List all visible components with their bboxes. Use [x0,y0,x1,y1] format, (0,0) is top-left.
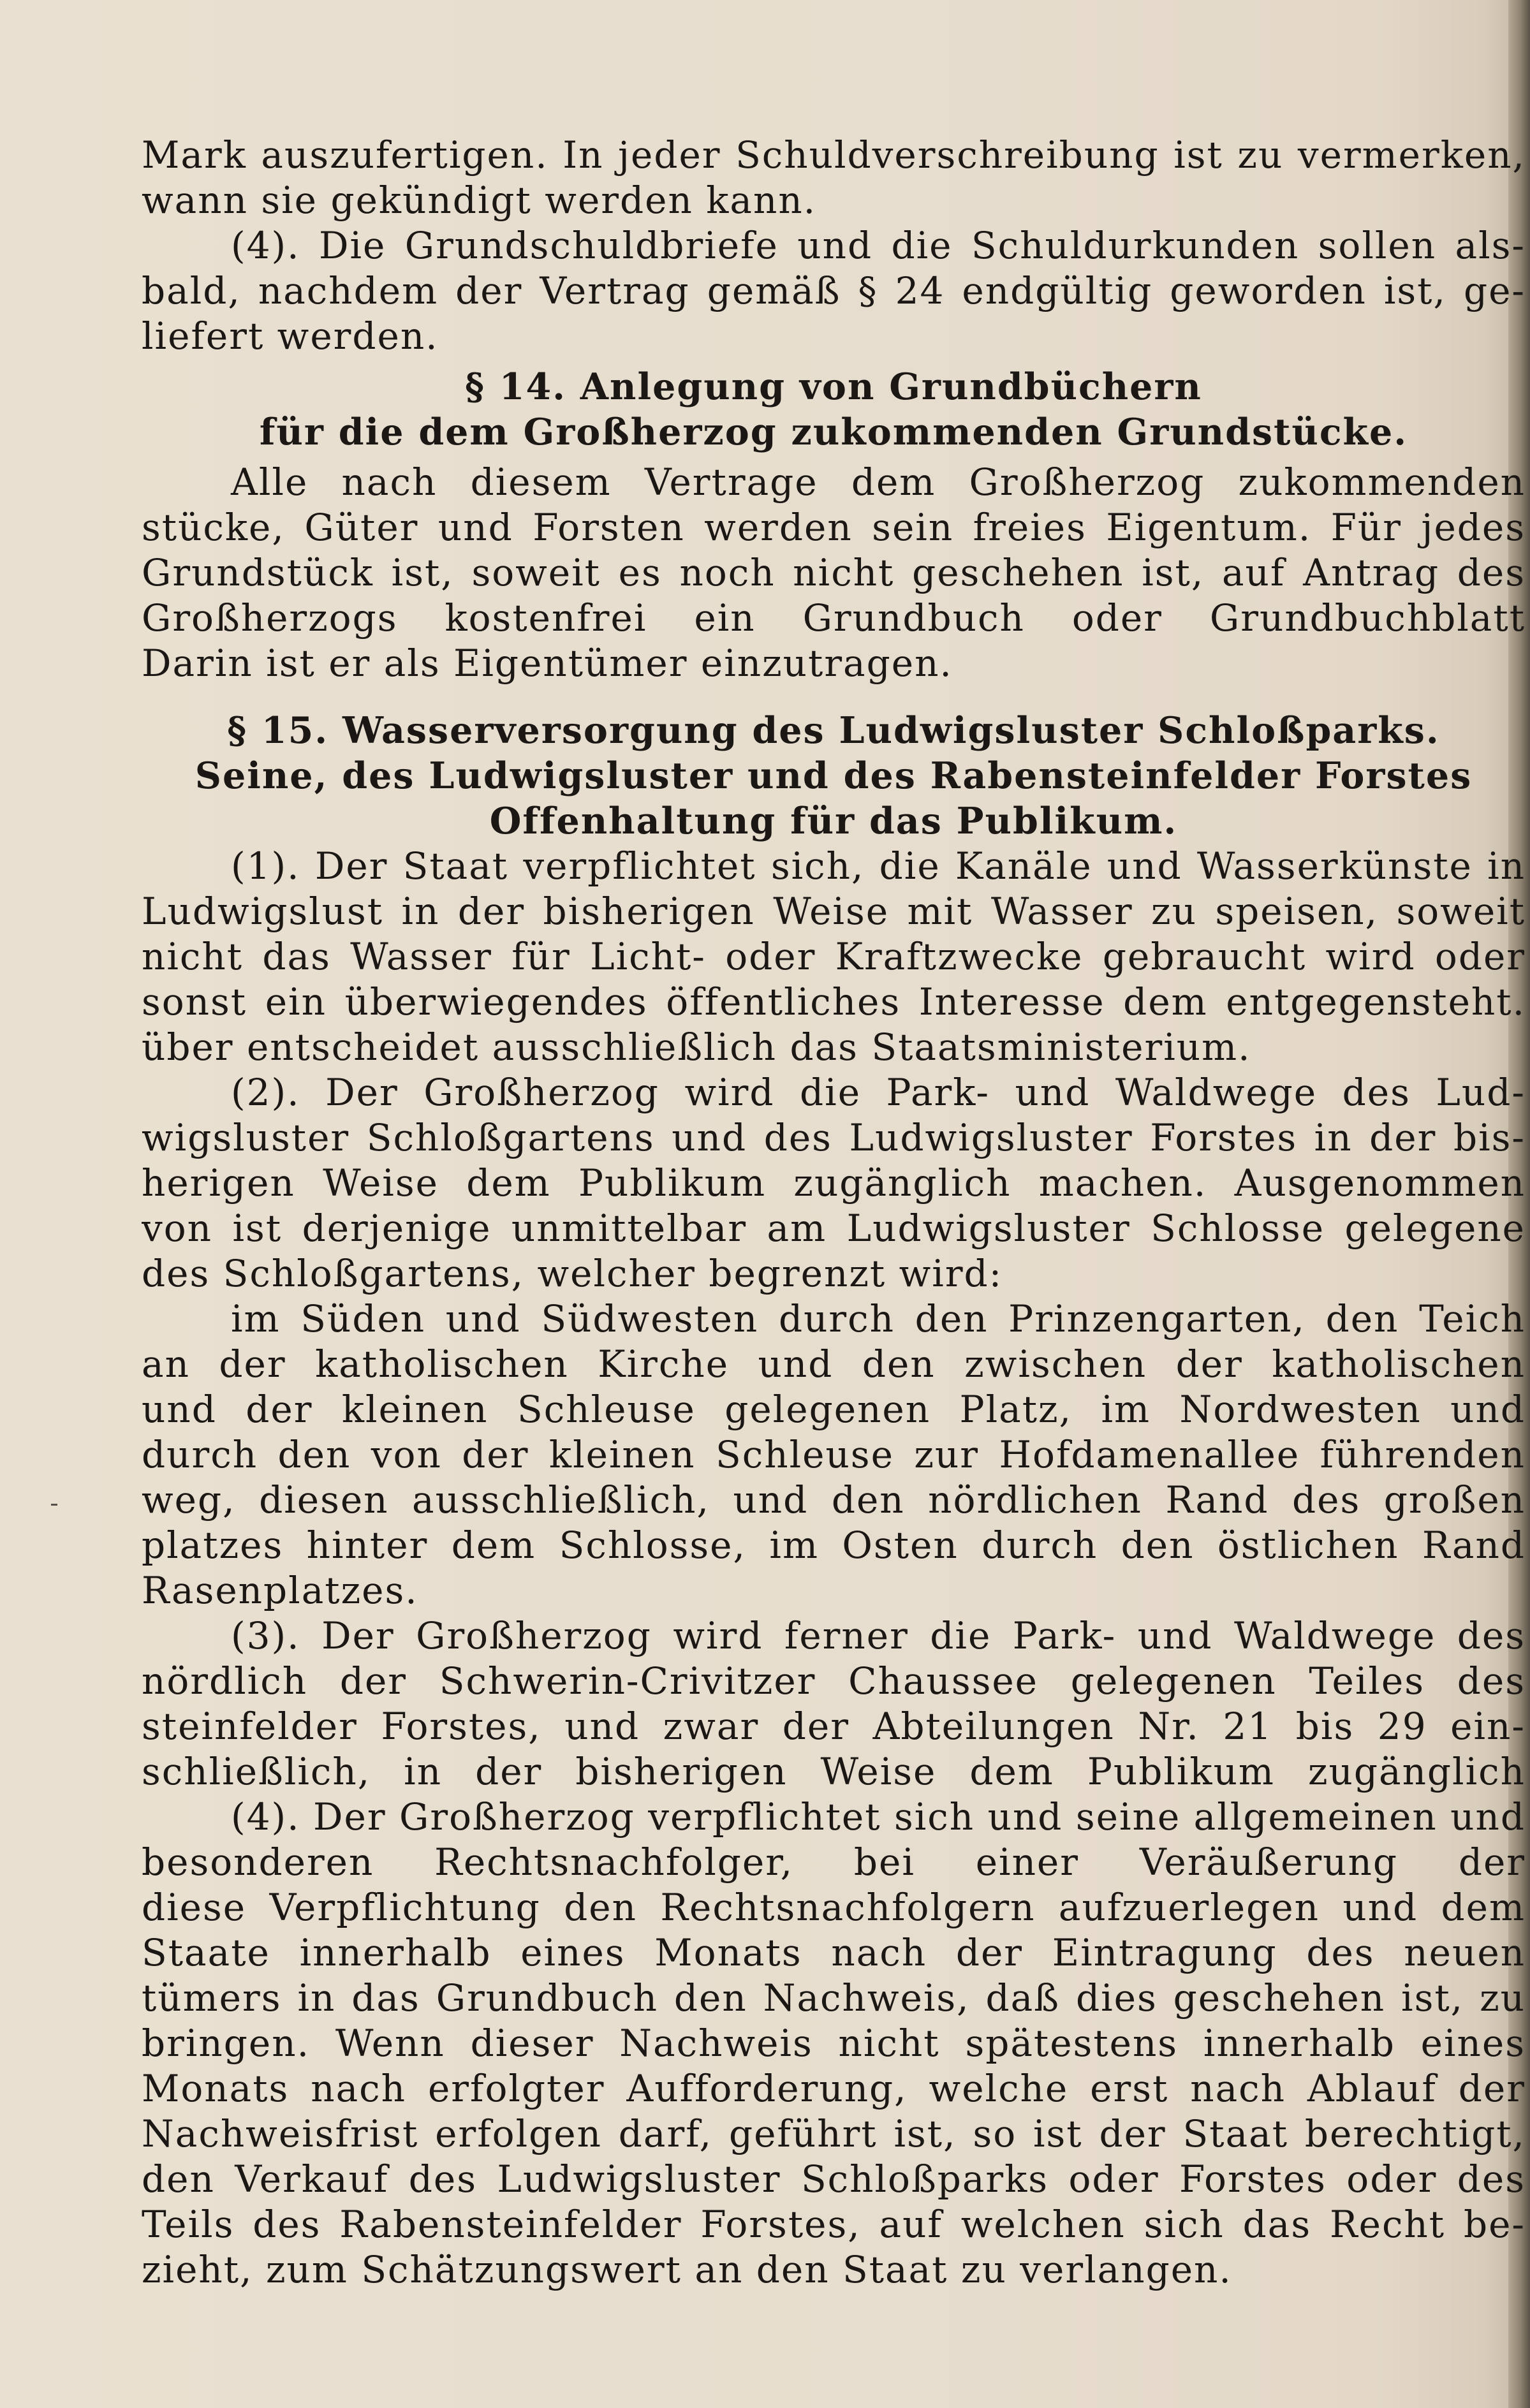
margin-mark [51,1504,57,1506]
text-line: den Verkauf des Ludwigsluster Schloßparks oder Forstes oder des [142,2157,1526,2201]
text-line: liefert werden. [142,314,439,358]
text-line: Großherzogs kostenfrei ein Grundbuch oder Grundbuchblatt [142,596,1526,640]
text-line: bringen. Wenn dieser Nachweis nicht spätestens innerhalb eines [142,2022,1526,2065]
text-line: bald, nachdem der Vertrag gemäß § 24 endgültig geworden ist, ge- [142,269,1526,312]
text-line: herigen Weise dem Publikum zugänglich machen. Ausgenommen [142,1161,1526,1205]
section-15-paragraph-3 [142,1613,1526,1795]
text-line: Monats nach erfolgter Aufforderung, welche erst nach Ablauf der [142,2067,1526,2110]
document-body [142,133,1526,2293]
text-line: von ist derjenige unmittelbar am Ludwigsluster Schlosse gelegene [142,1207,1526,1250]
text-line: (2). Der Großherzog wird die Park- und Waldwege des Lud- [231,1071,1526,1114]
text-line: Grundstück ist, soweit es noch nicht geschehen ist, auf Antrag des [142,551,1526,594]
text-line: Ludwigslust in der bisherigen Weise mit Wasser zu speisen, soweit [142,890,1526,933]
section-15-heading [142,708,1526,844]
text-line: wann sie gekündigt werden kann. [142,179,817,222]
section-heading-line: Seine, des Ludwigsluster und des Rabensteinfelder Forstes [195,754,1473,797]
section-heading-line: § 14. Anlegung von Grundbüchern [465,365,1202,408]
text-line: wigsluster Schloßgartens und des Ludwigsluster Forstes in der bis- [142,1116,1526,1159]
text-line: (1). Der Staat verpflichtet sich, die Kanäle und Wasserkünste in [231,844,1526,888]
text-line: schließlich, in der bisherigen Weise dem Publikum zugänglich [142,1750,1526,1793]
text-line: nördlich der Schwerin-Crivitzer Chaussee gelegenen Teiles des [142,1659,1526,1703]
text-line: tümers in das Grundbuch den Nachweis, daß dies geschehen ist, zu [142,1976,1526,2020]
section-heading-line: für die dem Großherzog zukommenden Grundstücke. [259,411,1408,453]
paragraph-4 [142,223,1526,359]
text-line: Rasenplatzes. [142,1569,418,1612]
text-line: Nachweisfrist erfolgen darf, geführt ist, so ist der Staat berechtigt, [142,2112,1526,2155]
text-line: Staate innerhalb eines Monats nach der Eintragung des neuen [142,1931,1526,1974]
section-15-paragraph-1 [142,844,1526,1070]
text-line: an der katholischen Kirche und den zwischen der katholischen [142,1342,1526,1386]
text-line: stücke, Güter und Forsten werden sein freies Eigentum. Für jedes [142,506,1526,549]
text-line: zieht, zum Schätzungswert an den Staat zu verlangen. [142,2248,1232,2291]
text-line: steinfelder Forstes, und zwar der Abteilungen Nr. 21 bis 29 ein- [142,1705,1526,1748]
text-line: weg, diesen ausschließlich, und den nördlichen Rand des großen [142,1478,1526,1522]
section-15-paragraph-4 [142,1795,1526,2293]
text-line: über entscheidet ausschließlich das Staatsministerium. [142,1025,1251,1069]
section-15-paragraph-2-boundary [142,1296,1526,1613]
text-line: (4). Die Grundschuldbriefe und die Schuldurkunden sollen als- [231,224,1526,267]
section-14-body [142,460,1526,686]
section-heading-line: Offenhaltung für das Publikum. [489,800,1178,842]
text-line: und der kleinen Schleuse gelegenen Platz, im Nordwesten und [142,1388,1526,1431]
text-line: durch den von der kleinen Schleuse zur Hofdamenallee führenden [142,1433,1526,1476]
text-line: sonst ein überwiegendes öffentliches Interesse dem entgegensteht. [142,980,1526,1024]
text-line: im Süden und Südwesten durch den Prinzengarten, den Teich [231,1297,1526,1340]
section-14-heading [142,364,1526,455]
text-line: platzes hinter dem Schlosse, im Osten durch den östlichen Rand [142,1523,1526,1567]
text-line: Mark auszufertigen. In jeder Schuldverschreibung ist zu vermerken, [142,133,1526,177]
text-line: diese Verpflichtung den Rechtsnachfolgern aufzuerlegen und dem [142,1886,1526,1929]
text-line: (3). Der Großherzog wird ferner die Park- und Waldwege des [231,1614,1526,1657]
text-line: Darin ist er als Eigentümer einzutragen. [142,642,953,685]
section-heading-line: § 15. Wasserversorgung des Ludwigsluster Schloßparks. [227,709,1440,752]
section-15-paragraph-2 [142,1070,1526,1296]
text-line: Alle nach diesem Vertrage dem Großherzog zukommenden [231,460,1526,504]
intro-paragraph [142,133,1526,223]
text-line: nicht das Wasser für Licht- oder Kraftzwecke gebraucht wird oder [142,935,1526,978]
text-line: besonderen Rechtsnachfolger, bei einer Veräußerung der [142,1840,1526,1884]
text-line: Teils des Rabensteinfelder Forstes, auf welchen sich das Recht be- [142,2203,1526,2246]
text-line: des Schloßgartens, welcher begrenzt wird: [142,1252,1003,1295]
text-line: (4). Der Großherzog verpflichtet sich und seine allgemeinen und [231,1795,1526,1839]
